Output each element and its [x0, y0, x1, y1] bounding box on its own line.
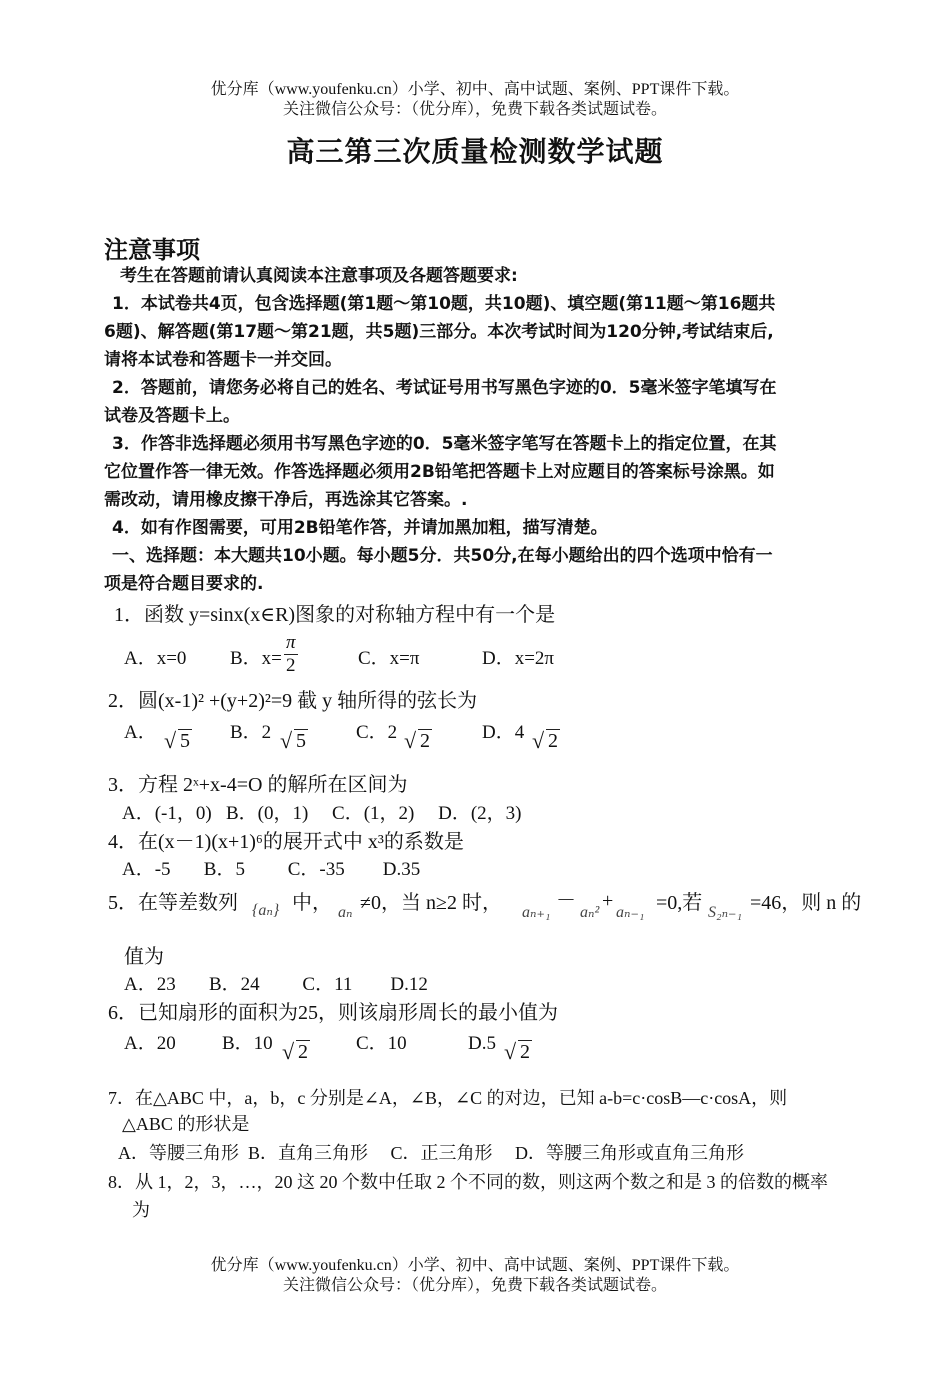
- notice-intro: 考生在答题前请认真阅读本注意事项及各题答题要求:: [120, 266, 518, 286]
- question-2-option-d-sqrt: [532, 730, 560, 753]
- question-2-option-b: [230, 720, 271, 746]
- radicand: 5: [296, 730, 306, 752]
- question-6-option-a: A．20: [124, 1033, 176, 1054]
- question-6-option-d-sqrt: [504, 1041, 532, 1064]
- question-5-sequence: {aₙ}: [252, 902, 280, 919]
- question-4-options: A．-5 B．5 C．-35 D.35: [122, 859, 421, 880]
- question-6-option-b-sqrt: [282, 1041, 310, 1064]
- radicand: 2: [298, 1041, 308, 1063]
- notice-line: 项是符合题目要求的.: [104, 574, 264, 594]
- question-1-option-b: [230, 646, 282, 672]
- question-1-option-d: D．x=2π: [482, 648, 555, 669]
- radicand: 2: [520, 1041, 530, 1063]
- question-7-stem: 7．在△ABC 中，a，b，c 分别是∠A，∠B，∠C 的对边，已知 a-b=c·cosB—c·cosA，则: [108, 1088, 788, 1108]
- option-label: C．2: [356, 722, 398, 743]
- question-2-stem: 2．圆(x-1)² +(y+2)²=9 截 y 轴所得的弦长为: [108, 690, 478, 712]
- question-2-option-a: [124, 720, 157, 746]
- question-2-option-a-sqrt: [164, 730, 192, 753]
- question-1-fraction: [284, 632, 298, 677]
- notice-line: 请将本试卷和答题卡一并交回。: [104, 350, 342, 370]
- question-5-an: aₙ: [338, 904, 353, 921]
- question-6-stem: 6．已知扇形的面积为25，则该扇形周长的最小值为: [108, 1002, 558, 1024]
- option-label: D．4: [482, 722, 525, 743]
- page-title: 高三第三次质量检测数学试题: [286, 135, 664, 168]
- question-3-stem: 3．方程 2ˣ+x-4=O 的解所在区间为: [108, 774, 408, 796]
- question-8-stem: 8．从 1，2，3，…，20 这 20 个数中任取 2 个不同的数，则这两个数之和是 3 的倍数的概率: [108, 1172, 828, 1192]
- fraction-denominator: 2: [286, 655, 296, 676]
- question-1-option-b-label: B．x=: [230, 648, 282, 669]
- notice-line: 1．本试卷共4页，包含选择题(第1题～第10题，共10题)、填空题(第11题～第16题共: [112, 294, 776, 314]
- question-5-term-3: aₙ₋₁: [616, 904, 645, 921]
- notice-line: 2．答题前，请您务必将自己的姓名、考试证号用书写黑色字迹的0．5毫米签字笔填写在: [112, 378, 777, 398]
- question-1-option-c: C．x=π: [358, 648, 420, 669]
- question-5-term-2: aₙ²: [580, 904, 600, 921]
- option-label: D.5: [468, 1033, 496, 1054]
- question-5-stem-f: 值为: [124, 946, 164, 968]
- option-label: B．2: [230, 722, 272, 743]
- question-5-minus: －: [556, 890, 576, 912]
- question-5-stem-d: =0,若: [656, 892, 703, 914]
- question-5-term-1: aₙ₊₁: [522, 904, 551, 921]
- header-line-1: 优分库（www.youfenku.cn）小学、初中、高中试题、案例、PPT课件下载。: [210, 81, 740, 98]
- question-5-stem-a: 5．在等差数列: [108, 892, 238, 914]
- question-1-option-a: A．x=0: [124, 648, 187, 669]
- question-6-option-c: C．10: [356, 1033, 407, 1054]
- question-2-option-c-sqrt: [404, 730, 432, 753]
- option-label: B．10: [222, 1033, 273, 1054]
- question-6-option-b: [222, 1031, 273, 1057]
- footer-line-2: 关注微信公众号：（优分库），免费下载各类试题试卷。: [282, 1277, 667, 1294]
- question-6-option-d: [468, 1031, 496, 1057]
- notice-line: 需改动，请用橡皮擦干净后，再选涂其它答案。.: [104, 490, 468, 510]
- question-5-options: A．23 B．24 C．11 D.12: [124, 974, 428, 995]
- question-5-stem-c: ≠0，当 n≥2 时，: [360, 892, 502, 914]
- footer-line-1: 优分库（www.youfenku.cn）小学、初中、高中试题、案例、PPT课件下载。: [210, 1257, 740, 1274]
- question-2-option-d: [482, 720, 524, 746]
- question-5-plus: +: [602, 890, 614, 912]
- question-8-stem-2: 为: [132, 1200, 150, 1220]
- question-1-stem: 1．函数 y=sinx(x∈R)图象的对称轴方程中有一个是: [114, 604, 556, 626]
- notice-line: 6题)、解答题(第17题～第21题，共5题)三部分。本次考试时间为120分钟,考试结束后,: [104, 322, 774, 342]
- question-2-option-c: [356, 720, 397, 746]
- question-3-options: A．(-1，0) B．(0，1) C．(1，2) D．(2，3): [122, 803, 522, 824]
- question-5-sum: S₂ₙ₋₁: [708, 904, 743, 921]
- section-heading-choice: 一、选择题：本大题共10小题。每小题5分．共50分,在每小题给出的四个选项中恰有一: [112, 546, 773, 566]
- header-line-2: 关注微信公众号：（优分库），免费下载各类试题试卷。: [282, 101, 667, 118]
- question-7-stem-2: △ABC 的形状是: [122, 1114, 250, 1134]
- option-label: A．: [124, 722, 157, 743]
- notice-line: 它位置作答一律无效。作答选择题必须用2B铅笔把答题卡上对应题目的答案标号涂黑。如: [104, 462, 775, 482]
- question-5-stem-b: 中，: [292, 892, 332, 914]
- notice-line: 试卷及答题卡上。: [104, 406, 240, 426]
- fraction-numerator: π: [286, 632, 296, 653]
- notice-heading: 注意事项: [104, 236, 200, 264]
- question-4-stem: 4．在(x－1)(x+1)⁶的展开式中 x³的系数是: [108, 831, 464, 853]
- question-7-options: A．等腰三角形 B．直角三角形 C．正三角形 D．等腰三角形或直角三角形: [118, 1143, 745, 1163]
- radicand: 2: [420, 730, 430, 752]
- question-2-option-b-sqrt: [280, 730, 308, 753]
- notice-line: 3．作答非选择题必须用书写黑色字迹的0．5毫米签字笔写在答题卡上的指定位置，在其: [112, 434, 777, 454]
- radicand: 5: [180, 730, 190, 752]
- radicand: 2: [548, 730, 558, 752]
- notice-line: 4．如有作图需要，可用2B铅笔作答，并请加黑加粗，描写清楚。: [112, 518, 608, 538]
- question-5-stem-e: =46，则 n 的: [750, 892, 862, 914]
